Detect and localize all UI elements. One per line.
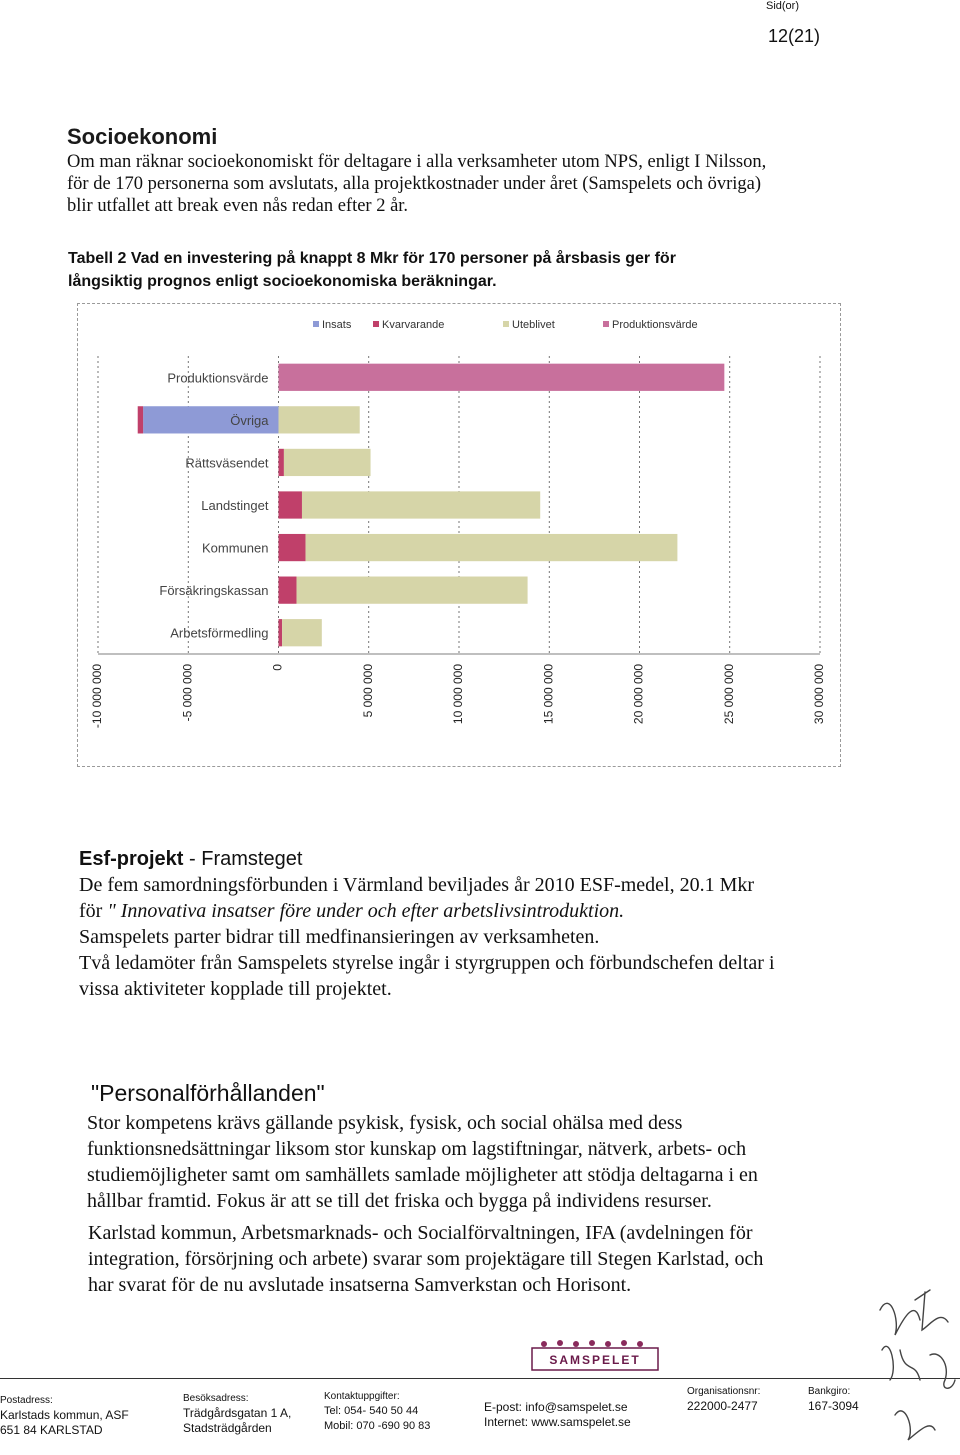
- x-tick-label-3: 5 000 000: [360, 664, 375, 718]
- personal-p1-line-3: studiemöjligheter samt om samhällets samlade möjligheter att stödja deltagarna i en: [87, 1164, 758, 1186]
- bar-3-1: [279, 491, 302, 518]
- x-tick-label-8: 30 000 000: [812, 664, 827, 725]
- socio-line-3: blir utfallet att break even nås redan efter 2 år.: [67, 196, 409, 216]
- samspelet-logo: [530, 1338, 660, 1374]
- esf-title-rest: - Framsteget: [183, 848, 303, 870]
- personal-p2-line-3: har svarat för de nu avslutade insatserna Samverkstan och Horisont.: [88, 1274, 632, 1296]
- esf-line-5: vissa aktiviteter kopplade till projektet.: [79, 978, 392, 1000]
- footer-visit: [183, 1391, 291, 1436]
- legend-swatch-0: [313, 321, 319, 327]
- footer-visit-line-1: Trädgårdsgatan 1 A,: [183, 1406, 292, 1420]
- socio-paragraph: [67, 151, 827, 217]
- x-tick-label-4: 10 000 000: [451, 664, 466, 725]
- bar-3-2: [302, 491, 540, 518]
- footer-visit-line-2: Stadsträdgården: [183, 1421, 272, 1435]
- socio-line-1: Om man räknar socioekonomiskt för deltagare i alla verksamheter utom NPS, enligt I Nilsson,: [67, 152, 767, 172]
- esf-line-4: Två ledamöter från Samspelets styrelse ingår i styrgruppen och förbundschefen deltar i: [79, 952, 775, 974]
- footer-bank-label: Bankgiro:: [808, 1386, 851, 1397]
- footer-contact-tel: Tel: 054- 540 50 44: [324, 1405, 419, 1417]
- footer-bank-value: 167-3094: [808, 1399, 859, 1413]
- category-label-0: Produktionsvärde: [167, 370, 269, 386]
- legend-swatch-1: [373, 321, 379, 327]
- bar-5-1: [279, 577, 297, 604]
- personal-paragraph-2: [88, 1220, 868, 1298]
- esf-line-2-italic: " Innovativa insatser före under och efter arbetslivsintroduktion.: [107, 900, 625, 922]
- bar-chart: [78, 304, 840, 766]
- personal-paragraph-1: [87, 1110, 867, 1214]
- category-label-2: Rättsväsendet: [185, 455, 269, 471]
- personal-p1-line-2: funktionsnedsättningar liksom stor kunskap om lagstiftningar, nätverk, arbets- och: [87, 1138, 747, 1160]
- socio-line-2: för de 170 personerna som avslutats, alla projektkostnader under året (Samspelets och övriga): [67, 174, 762, 194]
- bar-2-1: [279, 449, 284, 476]
- bar-1-1: [138, 406, 143, 433]
- footer-org-label: Organisationsnr:: [687, 1386, 761, 1397]
- personal-p2-line-1: Karlstad kommun, Arbetsmarknads- och Socialförvaltningen, IFA (avdelningen för: [88, 1222, 753, 1244]
- esf-line-2: [79, 898, 859, 924]
- x-tick-label-7: 25 000 000: [721, 664, 736, 725]
- esf-line-3: Samspelets parter bidrar till medfinansieringen av verksamheten.: [79, 926, 600, 948]
- bar-0-3: [279, 364, 725, 391]
- esf-title-bold: Esf-projekt: [79, 848, 184, 870]
- x-tick-label-5: 15 000 000: [541, 664, 556, 725]
- personal-p2-line-2: integration, försörjning och arbete) svarar som projektägare till Stegen Karlstad, och: [88, 1248, 764, 1270]
- footer-post-label: Postadress:: [0, 1395, 53, 1406]
- page-number: 12(21): [768, 26, 821, 46]
- legend-label-2: Uteblivet: [512, 319, 555, 331]
- esf-paragraph: [79, 872, 859, 1002]
- bar-4-1: [279, 534, 306, 561]
- bar-4-2: [306, 534, 678, 561]
- logo-text: SAMSPELET: [549, 1353, 641, 1367]
- table-caption-line-2: långsiktig prognos enligt socioekonomiska beräkningar.: [68, 273, 497, 290]
- table-caption: [68, 247, 768, 293]
- x-tick-label-0: -10 000 000: [90, 664, 105, 729]
- footer-contact-label: Kontaktuppgifter:: [324, 1391, 400, 1402]
- personal-p1-line-4: hållbar framtid. Fokus är att se till det friska och bygga på individens resurser.: [87, 1190, 712, 1212]
- x-tick-label-6: 20 000 000: [631, 664, 646, 725]
- legend-swatch-2: [503, 321, 509, 327]
- table-caption-line-1: Tabell 2 Vad en investering på knappt 8 Mkr för 170 personer på årsbasis ger för: [68, 250, 676, 267]
- footer-postal: [0, 1393, 129, 1438]
- x-tick-label-2: 0: [270, 664, 285, 671]
- esf-line-2-prefix: för: [79, 900, 108, 922]
- footer-internet: Internet: www.samspelet.se: [484, 1415, 631, 1429]
- legend-label-0: Insats: [322, 319, 352, 331]
- legend-label-1: Kvarvarande: [382, 319, 445, 331]
- footer-contact: [324, 1389, 430, 1434]
- footer-online: [484, 1400, 631, 1430]
- section-heading-socioekonomi: Socioekonomi: [67, 124, 218, 149]
- bar-6-2: [282, 619, 322, 646]
- category-label-5: Försäkringskassan: [159, 583, 269, 599]
- personal-title: "Personalförhållanden": [91, 1080, 325, 1106]
- footer-email: E-post: info@samspelet.se: [484, 1400, 628, 1414]
- footer-bank: [808, 1384, 859, 1414]
- legend-label-3: Produktionsvärde: [612, 319, 698, 331]
- category-label-1: Övriga: [230, 412, 269, 428]
- bar-2-2: [284, 449, 371, 476]
- page-label: Sid(or): [766, 0, 800, 12]
- footer-post-line-2: 651 84 KARLSTAD: [0, 1423, 103, 1437]
- footer-contact-mobile: Mobil: 070 -690 90 83: [324, 1420, 431, 1432]
- personal-p1-line-1: Stor kompetens krävs gällande psykisk, fysisk, och social ohälsa med dess: [87, 1112, 683, 1134]
- category-label-4: Kommunen: [202, 540, 269, 556]
- esf-line-1: De fem samordningsförbunden i Värmland beviljades år 2010 ESF-medel, 20.1 Mkr: [79, 874, 755, 896]
- footer-visit-label: Besöksadress:: [183, 1393, 249, 1404]
- x-tick-label-1: -5 000 000: [180, 664, 195, 722]
- handwritten-signature: [860, 1280, 960, 1450]
- legend-swatch-3: [603, 321, 609, 327]
- footer-org: [687, 1384, 760, 1414]
- footer-divider: [0, 1378, 960, 1379]
- bar-1-2: [279, 406, 360, 433]
- category-label-6: Arbetsförmedling: [170, 625, 269, 641]
- chart-frame: [77, 303, 841, 767]
- bar-6-1: [279, 619, 283, 646]
- category-label-3: Landstinget: [201, 498, 269, 513]
- footer-org-value: 222000-2477: [687, 1399, 758, 1413]
- footer-post-line-1: Karlstads kommun, ASF: [0, 1408, 129, 1422]
- bar-5-2: [297, 577, 528, 604]
- esf-title: [79, 848, 302, 871]
